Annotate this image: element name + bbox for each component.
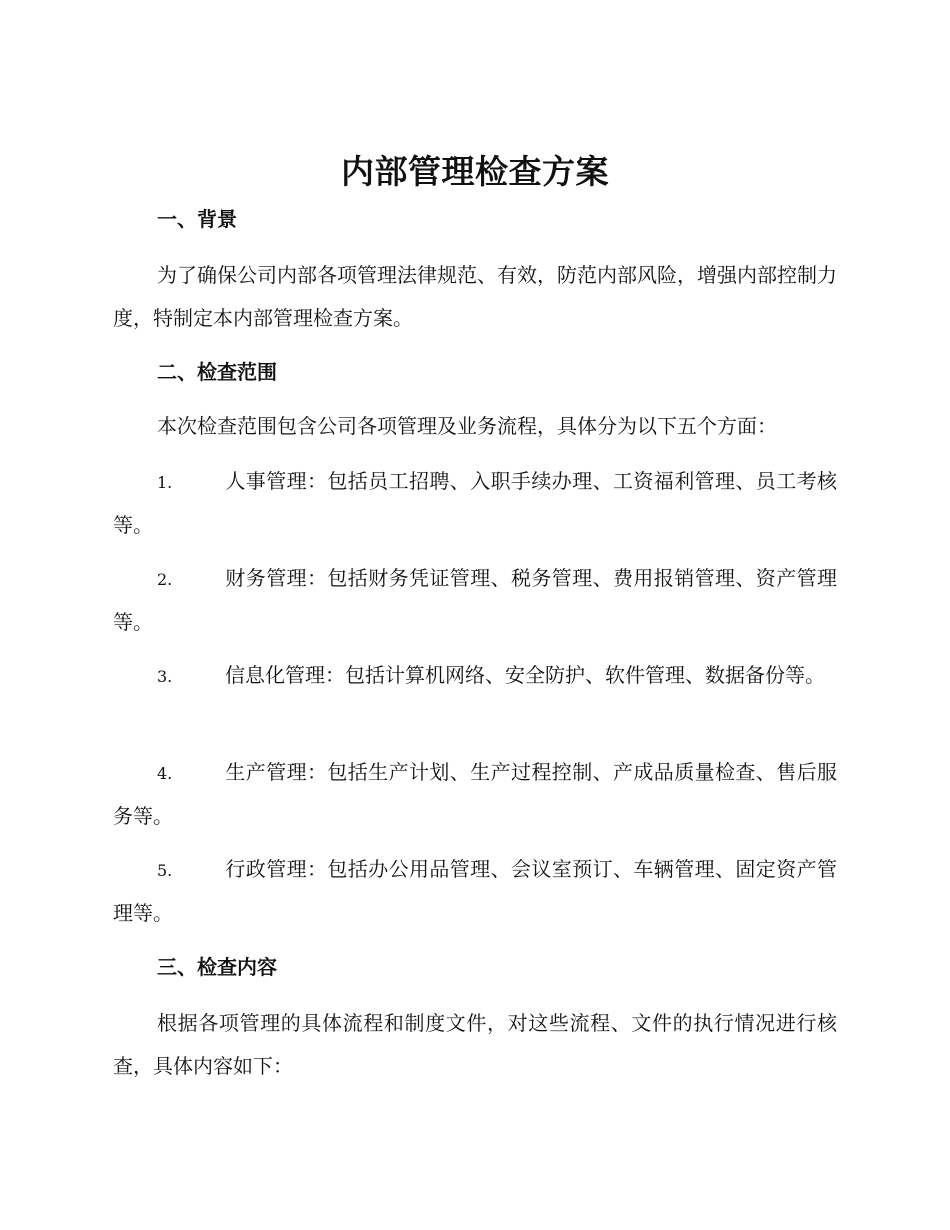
list-item <box>113 751 837 838</box>
list-item-text: 人事管理：包括员工招聘、入职手续办理、工资福利管理、员工考核等。 <box>113 469 837 537</box>
section-heading-scope: 二、检查范围 <box>157 360 277 384</box>
list-item-number: 2. <box>157 570 173 589</box>
list-item-text: 生产管理：包括生产计划、生产过程控制、产成品质量检查、售后服务等。 <box>113 760 837 828</box>
list-item-text: 行政管理：包括办公用品管理、会议室预订、车辆管理、固定资产管理等。 <box>113 857 837 925</box>
list-item-number: 3. <box>157 667 173 686</box>
list-item-number: 4. <box>157 764 173 783</box>
section-paragraph-scope: 本次检查范围包含公司各项管理及业务流程，具体分为以下五个方面： <box>157 414 777 438</box>
list-item-text: 财务管理：包括财务凭证管理、税务管理、费用报销管理、资产管理等。 <box>113 566 837 634</box>
list-item <box>113 654 837 698</box>
list-item <box>113 557 837 644</box>
section-heading-content: 三、检查内容 <box>157 955 277 979</box>
list-item-number: 5. <box>157 861 173 880</box>
section-heading-background: 一、背景 <box>157 207 237 231</box>
list-item-text: 信息化管理：包括计算机网络、安全防护、软件管理、数据备份等。 <box>225 663 825 687</box>
document-title: 内部管理检查方案 <box>341 152 609 191</box>
list-item-number: 1. <box>157 473 173 492</box>
list-item <box>113 460 837 547</box>
section-paragraph-content: 根据各项管理的具体流程和制度文件，对这些流程、文件的执行情况进行核查，具体内容如下： <box>113 1011 837 1078</box>
section-paragraph-background: 为了确保公司内部各项管理法律规范、有效，防范内部风险，增强内部控制力度，特制定本内部管理检查方案。 <box>113 263 837 330</box>
list-item <box>113 848 837 935</box>
